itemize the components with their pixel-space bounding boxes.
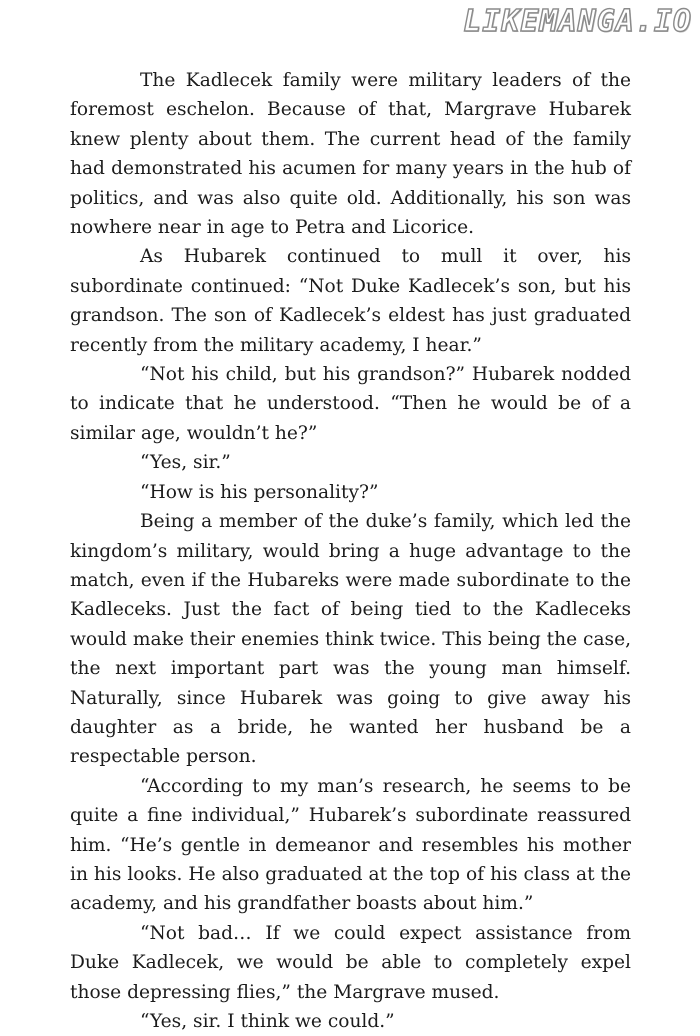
paragraph: “How is his personality?” bbox=[140, 481, 379, 503]
paragraph: As Hubarek continued to mull it over, his subordinate continued: “Not Duke Kadlecek’s son, but his grandson. The son of Kadlecek’s eldest has just graduated recently from the military academy, I hear.” bbox=[70, 246, 631, 356]
paragraph: “Not bad… If we could expect assistance from Duke Kadlecek, we would be able to completely expel those depressing flies,” the Margrave mused. bbox=[70, 922, 631, 1003]
paragraph: The Kadlecek family were military leaders of the foremost eschelon. Because of that, Margrave Hubarek knew plenty about them. The current head of the family had demonstrated his acumen for many years in the hub of politics, and was also quite old. Additionally, his son was nowhere near in age to Petra and Licorice. bbox=[70, 70, 631, 239]
paragraph: “According to my man’s research, he seems to be quite a fine individual,” Hubarek’s subordinate reassured him. “He’s gentle in demeanor and resembles his mother in his looks. He also graduated at the top of his class at the academy, and his grandfather boasts about him.” bbox=[70, 775, 631, 915]
watermark-logo: LIKEMANGA.IO bbox=[463, 4, 692, 39]
paragraph: Being a member of the duke’s family, which led the kingdom’s military, would bring a huge advantage to the match, even if the Hubareks were made subordinate to the Kadleceks. Just the fact of being tied to the Kadleceks would make their enemies think twice. This being the case, the next important part was the young man himself. Naturally, since Hubarek was going to give away his daughter as a bride, he wanted her husband be a respectable person. bbox=[70, 511, 631, 768]
text-page bbox=[70, 66, 631, 1036]
paragraph: “Yes, sir. I think we could.” bbox=[140, 1011, 395, 1032]
paragraph: “Not his child, but his grandson?” Hubarek nodded to indicate that he understood. “Then he would be of a similar age, wouldn’t he?” bbox=[70, 364, 631, 444]
paragraph: “Yes, sir.” bbox=[140, 452, 231, 474]
